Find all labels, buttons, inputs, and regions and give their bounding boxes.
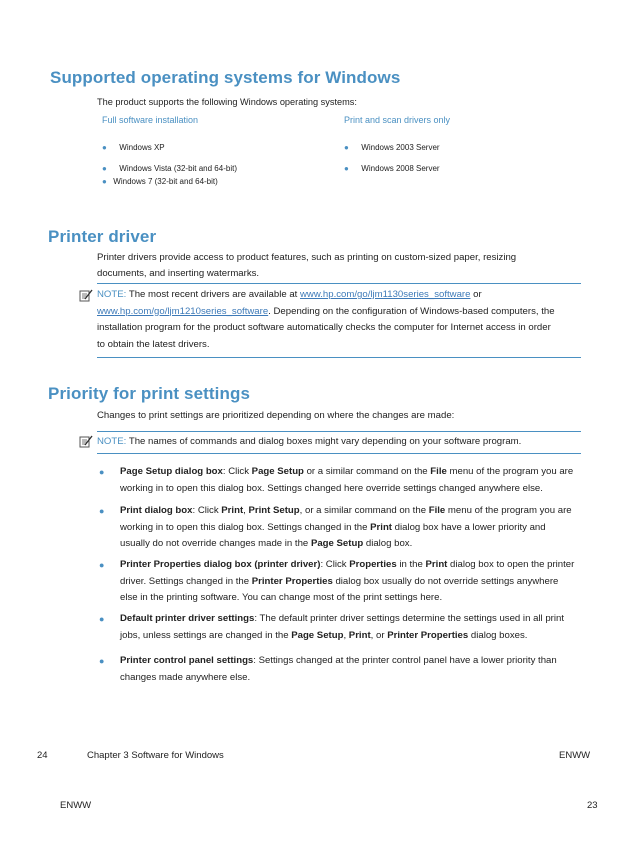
text: working in to open this dialog box. Settings changed in the — [120, 521, 371, 533]
bold-term: File — [428, 505, 446, 516]
bold-term: Print — [221, 505, 244, 516]
bold-term: Printer Properties — [387, 629, 469, 641]
note-line: to obtain the latest drivers. — [97, 338, 210, 350]
bold-term: Print — [348, 629, 371, 641]
body-line: documents, and inserting watermarks. — [97, 268, 260, 279]
page-number: 24 — [37, 750, 48, 761]
bullet-icon: ● — [344, 143, 349, 152]
text: , or — [370, 629, 388, 641]
priority-intro: Changes to print settings are prioritized depending on where the changes are made: — [97, 410, 455, 421]
bullet-icon: ● — [99, 656, 105, 666]
bold-term: Print — [425, 559, 448, 570]
text: driver. Settings changed in the — [120, 575, 252, 587]
bold-term: Page Setup dialog box — [120, 466, 223, 477]
bold-term: Default printer driver settings — [120, 613, 255, 624]
text: usually do not override changes made in the — [120, 538, 311, 549]
text: or a similar command on the — [303, 466, 431, 477]
note-bottom-rule — [97, 453, 581, 454]
column-header-full-install: Full software installation — [102, 115, 199, 125]
supported-os-intro: The product supports the following Windows operating systems: — [97, 97, 357, 107]
note-line — [97, 304, 597, 321]
text: , — [343, 629, 349, 641]
text: : Click — [192, 505, 222, 516]
os-item-label: Windows 7 (32-bit and 64-bit) — [113, 177, 218, 186]
text: changes made anywhere else. — [120, 671, 251, 683]
bullet-icon: ● — [99, 506, 105, 516]
text: working in to open this dialog box. Settings changed here override settings changed anywhere else. — [120, 482, 543, 494]
text: dialog box. — [363, 538, 413, 549]
driver-link-1210[interactable]: www.hp.com/go/ljm1210series_software — [97, 305, 269, 317]
list-item — [344, 137, 440, 155]
footer-enww: ENWW — [60, 800, 92, 811]
os-item-label: Windows Vista (32-bit and 64-bit) — [119, 164, 237, 173]
text: , or a similar command on the — [299, 505, 429, 516]
bullet-icon: ● — [99, 560, 105, 570]
text: , — [243, 505, 249, 516]
list-item — [120, 653, 595, 686]
text: menu of the program you are — [445, 505, 572, 516]
os-item-label: Windows 2003 Server — [361, 143, 440, 152]
list-item — [120, 464, 595, 497]
section-title-supported-os: Supported operating systems for Windows — [50, 68, 401, 87]
bold-term: Page Setup — [251, 466, 304, 477]
bold-term: Print dialog box — [120, 505, 193, 516]
bullet-icon: ● — [102, 177, 107, 186]
note-top-rule — [97, 283, 581, 284]
note-text: . Depending on the configuration of Windows-based computers, the — [268, 305, 555, 317]
bold-term: Page Setup — [291, 629, 344, 641]
bold-term: Page Setup — [310, 538, 364, 549]
os-item-label: Windows XP — [119, 143, 165, 152]
text: : Settings changed at the printer control panel have a lower priority than — [253, 655, 557, 666]
section-title-printer-driver: Printer driver — [48, 227, 157, 246]
text: : Click — [320, 559, 350, 570]
text: else in the printing software. You can change most of the print settings here. — [120, 592, 443, 603]
printer-driver-note — [97, 287, 597, 353]
text: : Click — [222, 466, 252, 477]
list-item — [120, 503, 595, 553]
note-label: NOTE: — [97, 289, 127, 300]
body-line: Printer drivers provide access to product features, such as printing on custom-sized paper, resizing — [97, 252, 517, 263]
text: dialog boxes. — [468, 629, 528, 641]
bullet-icon: ● — [102, 143, 107, 152]
os-item-label: Windows 2008 Server — [361, 164, 440, 173]
text: dialog box have a lower priority and — [392, 521, 546, 533]
driver-link-1130[interactable]: www.hp.com/go/ljm1130series_software — [300, 289, 471, 300]
priority-note — [97, 434, 521, 450]
text: jobs, unless settings are changed in the — [120, 629, 292, 641]
note-line — [97, 287, 597, 304]
bold-term: File — [430, 466, 447, 477]
footer-enww: ENWW — [559, 750, 591, 761]
section-title-priority: Priority for print settings — [48, 384, 250, 403]
text: dialog box usually do not override settings anywhere — [332, 575, 559, 587]
note-text: The most recent drivers are available at — [128, 289, 298, 300]
bullet-icon: ● — [102, 164, 107, 173]
bold-term: Properties — [349, 559, 397, 570]
list-item — [120, 557, 595, 607]
chapter-title: Chapter 3 Software for Windows — [87, 750, 224, 761]
note-bottom-rule — [97, 357, 581, 358]
text: menu of the program you are — [446, 466, 574, 477]
note-top-rule — [97, 431, 581, 432]
bullet-icon: ● — [99, 467, 105, 477]
note-icon — [79, 289, 93, 303]
text: dialog box to open the printer — [447, 559, 575, 570]
list-item — [120, 611, 595, 644]
bold-term: Printer control panel settings — [120, 655, 254, 666]
note-text: The names of commands and dialog boxes might vary depending on your software program. — [128, 436, 522, 447]
text: : The default printer driver settings determine the settings used in all print — [254, 613, 564, 624]
text: in the — [396, 559, 426, 570]
note-label: NOTE: — [97, 436, 127, 447]
list-item — [102, 137, 165, 155]
bullet-icon: ● — [99, 614, 105, 624]
bold-term: Printer Properties — [251, 575, 333, 587]
note-text: or — [473, 289, 482, 300]
list-item — [344, 158, 440, 176]
note-line: installation program for the product software automatically checks the computer for Internet access in order — [97, 322, 551, 333]
note-icon — [79, 435, 93, 449]
bullet-icon: ● — [344, 164, 349, 173]
page-number: 23 — [587, 800, 598, 811]
list-item — [102, 171, 218, 189]
bold-term: Print Setup — [248, 505, 300, 516]
printer-driver-body — [97, 250, 597, 282]
bold-term: Print — [370, 521, 392, 533]
column-header-drivers-only: Print and scan drivers only — [344, 115, 451, 125]
bold-term: Printer Properties dialog box (printer driver) — [120, 559, 321, 570]
